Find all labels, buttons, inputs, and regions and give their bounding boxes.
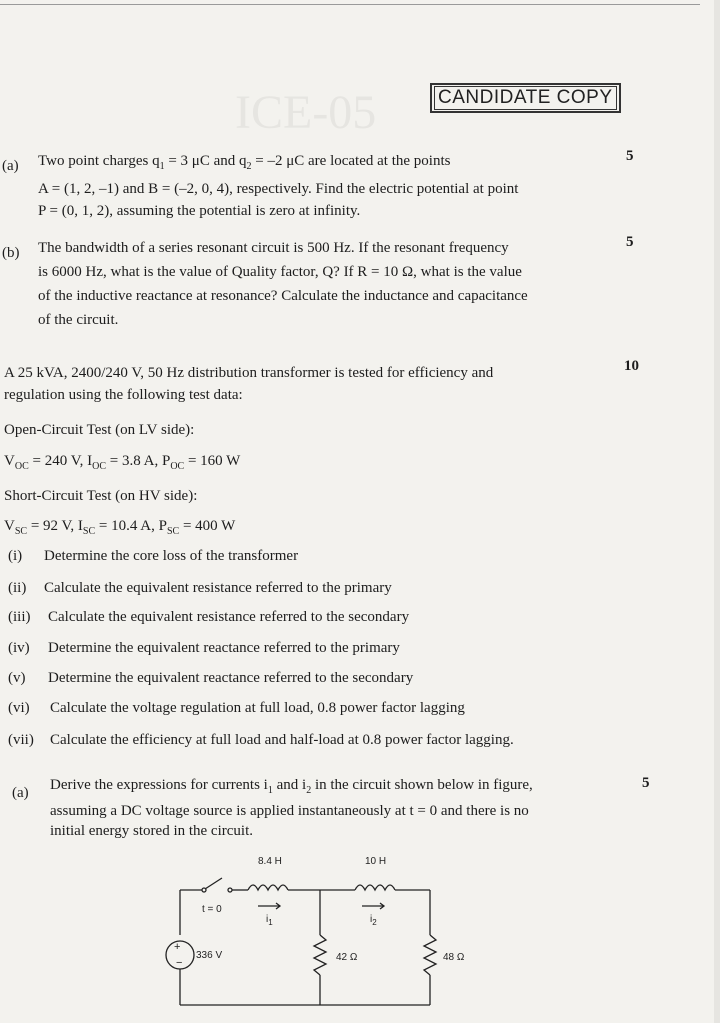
oc-test-values: $V_{OC} = 240$ V, $I_{OC} = 3.8$ A, $P_{OC} = 160$ W (4, 453, 241, 472)
resistor-r2 (424, 935, 436, 975)
q2-part-i: (i) Determine the core loss of the transformer (8, 548, 299, 564)
r1-label: 42 Ω (336, 952, 358, 963)
q1a-text: Two point charges $q_1 = 3$ μC and $q_2 = -2$ μC are located at the points A = (1, 2, –1) and B = (–2, 0, 4), respectively. Find the electric potential at point P = (0, 1, 2), assuming the potential is zero at infinity. (38, 153, 519, 219)
show-through-text: ICE-05 (235, 86, 377, 139)
i1-label: $i_1$ (266, 914, 273, 927)
q1b-text: The bandwidth of a series resonant circuit is 500 Hz. If the resonant frequency is 6000 Hz, what is the value of Quality factor, Q? If R = 10 Ω, what is the value of the inductive reactance at resonance? Calculate the inductance and capacitance of the circuit. (38, 240, 528, 328)
switch-label: t = 0 (202, 904, 222, 915)
q1a-marks: 5 (626, 148, 634, 164)
top-rule (0, 4, 700, 5)
oc-test-title: Open-Circuit Test (on LV side): (4, 422, 195, 438)
l1-label: 8.4 H (258, 856, 282, 867)
rl-circuit-diagram (150, 850, 470, 1020)
l2-label: 10 H (365, 856, 387, 867)
svg-text:+: + (174, 941, 181, 953)
candidate-copy-stamp: CANDIDATE COPY (430, 83, 621, 113)
q1b-marks: 5 (626, 234, 634, 250)
q2-part-iii: (iii) Calculate the equivalent resistance referred to the secondary (8, 609, 410, 625)
inductor-l2 (355, 885, 395, 890)
q1a-label: (a) (2, 158, 19, 174)
q2-part-iv: (iv) Determine the equivalent reactance referred to the primary (8, 640, 400, 656)
q3a-marks: 5 (642, 775, 650, 791)
q2-part-vi: (vi) Calculate the voltage regulation at full load, 0.8 power factor lagging (8, 700, 465, 716)
q3a-label: (a) (12, 785, 29, 801)
q3a-text: Derive the expressions for currents $i_1$ and $i_2$ in the circuit shown below in figure, assuming a DC voltage source is applied instantaneously at t = 0 and there is no initial energy stored in the circuit. (50, 777, 533, 839)
resistor-r1 (314, 935, 326, 975)
sc-test-values: $V_{SC} = 92$ V, $I_{SC} = 10.4$ A, $P_{SC} = 400$ W (4, 518, 236, 537)
source-label: 336 V (196, 950, 223, 961)
q2-text: A 25 kVA, 2400/240 V, 50 Hz distribution transformer is tested for efficiency and regulation using the following test data: (4, 365, 494, 403)
q2-part-ii: (ii) Calculate the equivalent resistance referred to the primary (8, 580, 392, 596)
switch-blade (205, 878, 222, 889)
svg-text:−: − (176, 957, 183, 969)
q2-part-vii: (vii) Calculate the efficiency at full load and half-load at 0.8 power factor lagging. (8, 732, 514, 748)
q2-part-v: (v) Determine the equivalent reactance referred to the secondary (8, 670, 414, 686)
page-edge (714, 0, 720, 1023)
switch-contact-right (228, 888, 232, 892)
r2-label: 48 Ω (443, 952, 465, 963)
q2-marks: 10 (624, 358, 639, 374)
inductor-l1 (248, 885, 288, 890)
sc-test-title: Short-Circuit Test (on HV side): (4, 488, 198, 504)
i2-label: $i_2$ (370, 914, 377, 927)
q1b-label: (b) (2, 245, 20, 261)
